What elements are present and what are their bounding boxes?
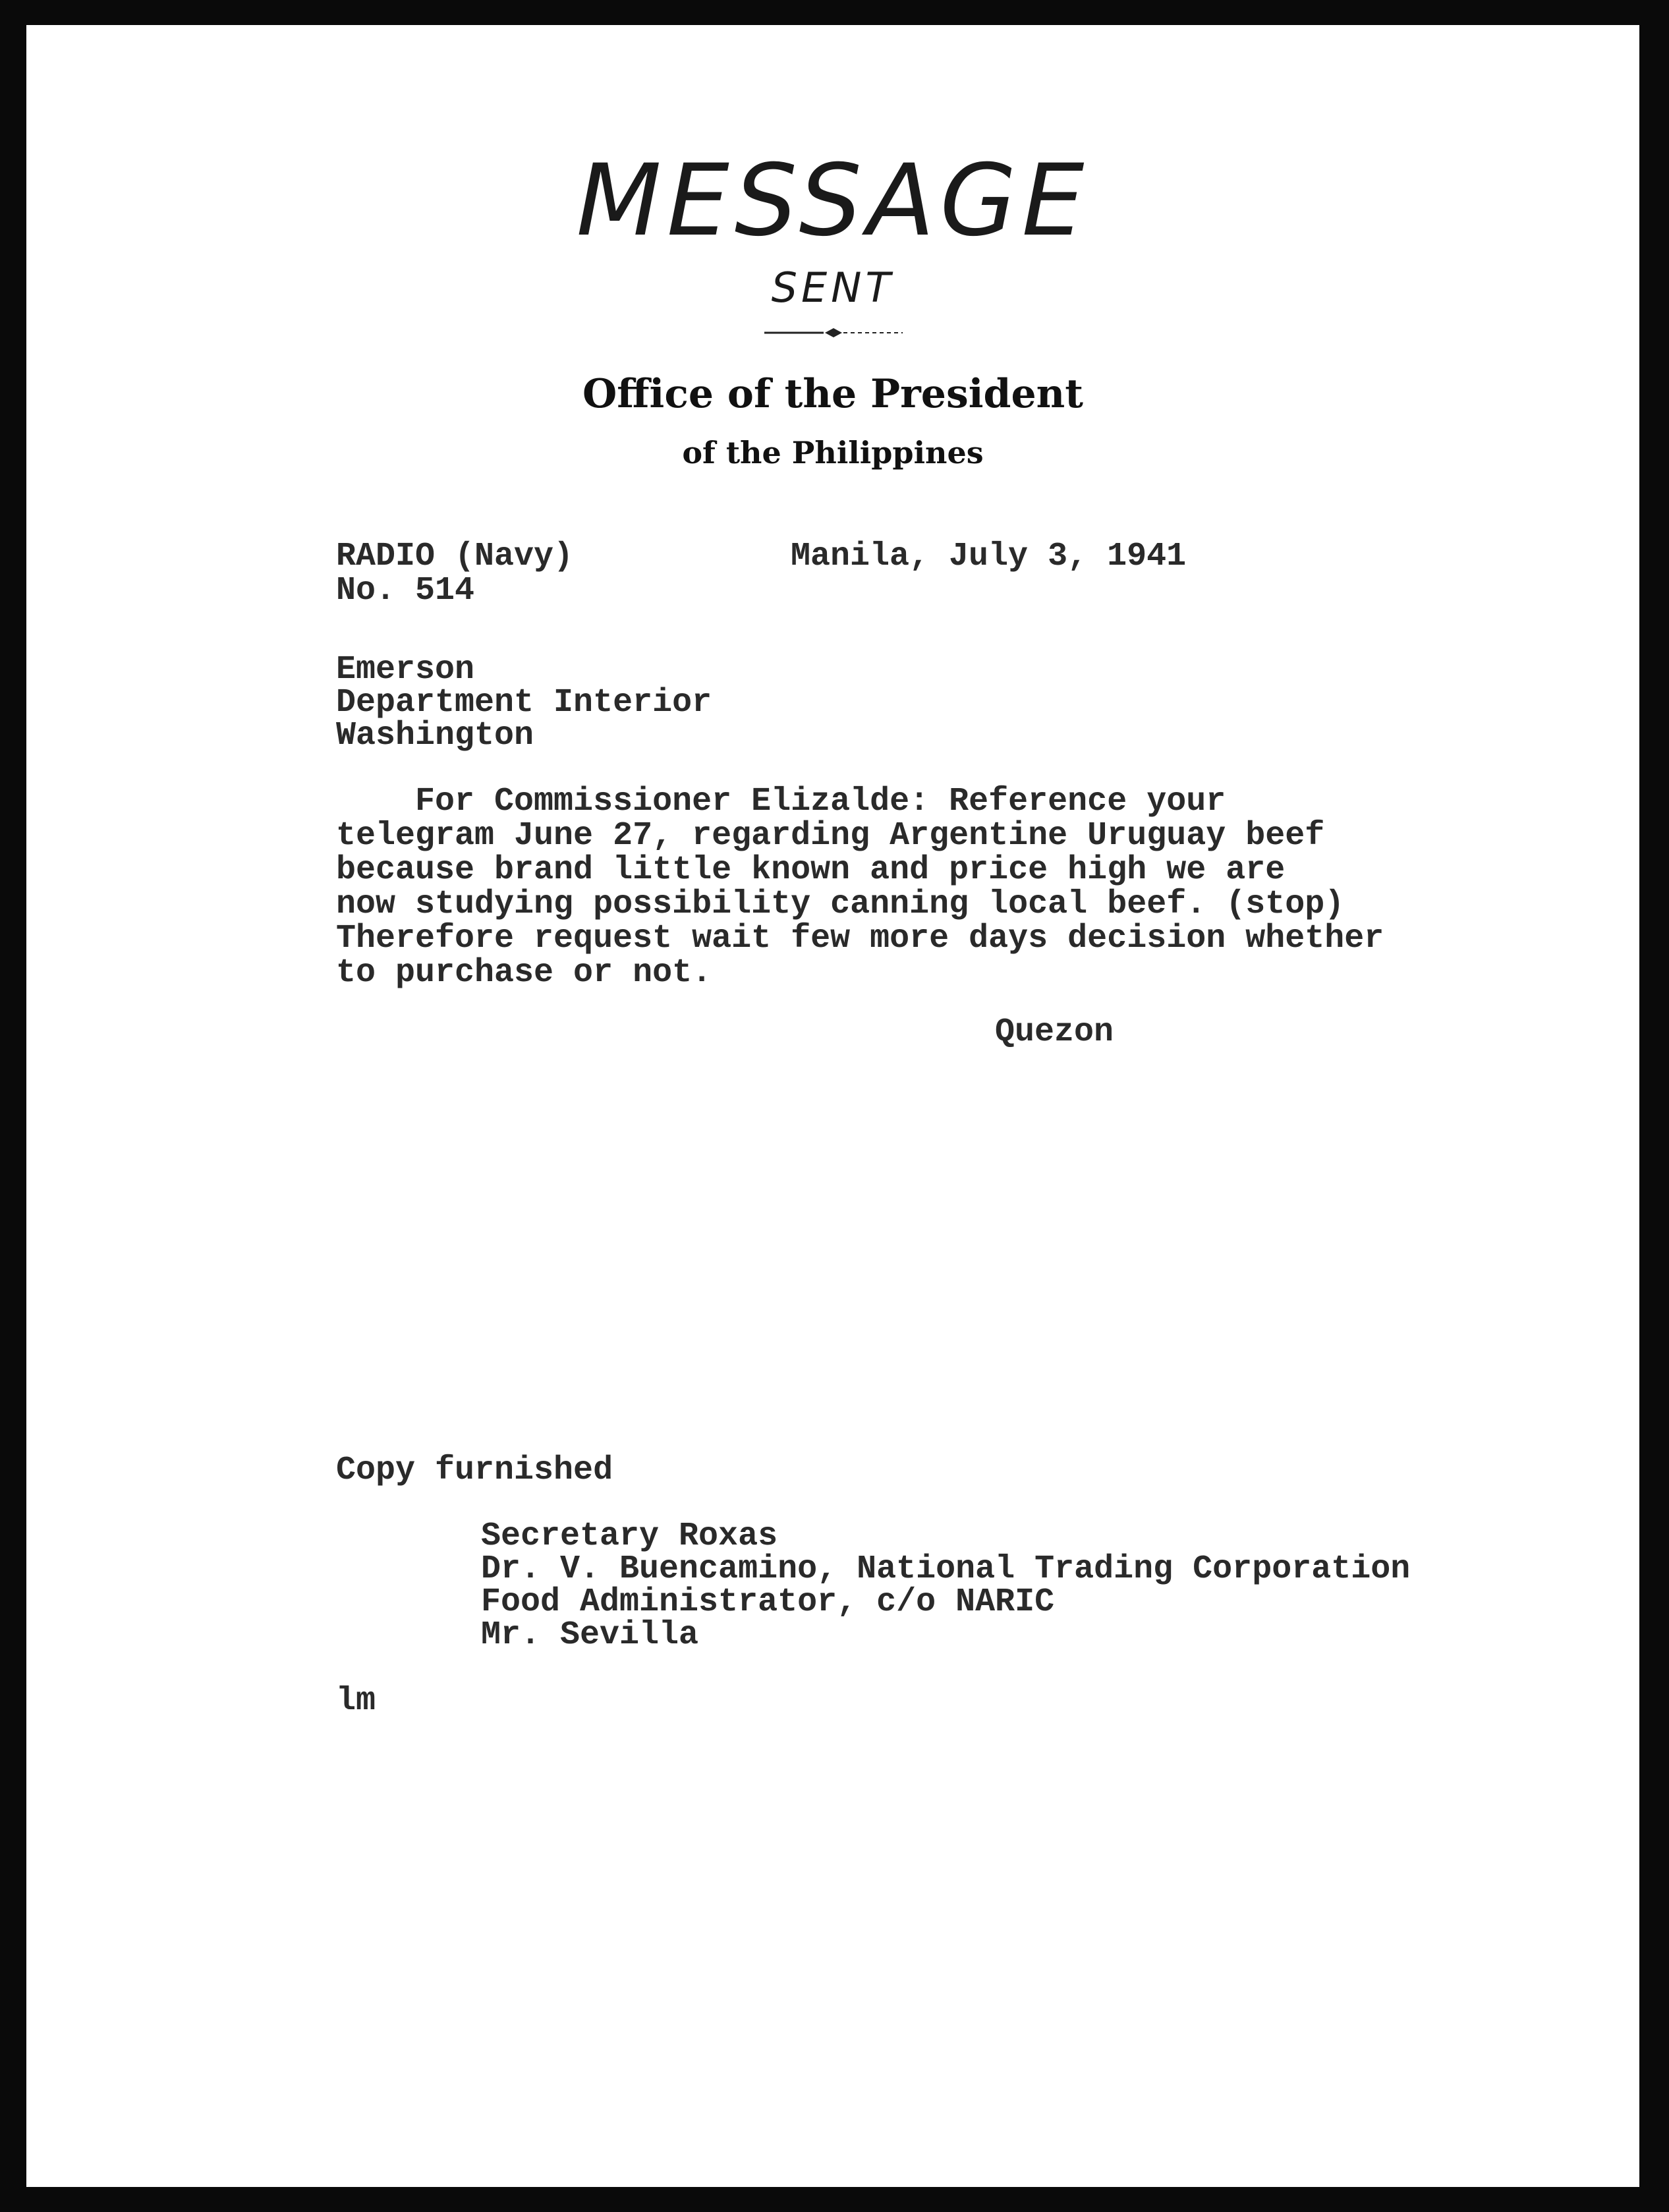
body-line: Therefore request wait few more days decision whether — [336, 920, 1384, 957]
place-date: Manila, July 3, 1941 — [791, 538, 1187, 575]
signature-name: Quezon — [995, 1013, 1114, 1051]
body-line: because brand little known and price high we are — [336, 851, 1286, 889]
letterhead-office: Office of the President — [582, 371, 1083, 417]
body-line: telegram June 27, regarding Argentine Uruguay beef — [336, 817, 1325, 855]
letterhead-title: MESSAGE — [576, 144, 1090, 258]
copy-recipient: Mr. Sevilla — [481, 1616, 699, 1654]
document-page — [26, 25, 1639, 2187]
letterhead-subtitle: SENT — [771, 264, 895, 312]
body-line: For Commissioner Elizalde: Reference your — [336, 783, 1226, 820]
copy-furnished-heading: Copy furnished — [336, 1452, 613, 1489]
addressee-name: Emerson — [336, 651, 475, 689]
copy-recipient: Secretary Roxas — [481, 1517, 778, 1555]
copy-recipient: Food Administrator, c/o NARIC — [481, 1583, 1055, 1621]
ornament-divider — [764, 326, 903, 340]
typist-initials: lm — [336, 1682, 376, 1720]
copy-recipient: Dr. V. Buencamino, National Trading Corporation — [481, 1550, 1411, 1588]
body-line: now studying possibility canning local beef. (stop) — [336, 886, 1345, 923]
letterhead-country: of the Philippines — [682, 435, 984, 470]
radio-label: RADIO (Navy) — [336, 538, 574, 575]
message-number: No. 514 — [336, 572, 475, 610]
addressee-city: Washington — [336, 717, 534, 754]
addressee-department: Department Interior — [336, 684, 712, 722]
body-line: to purchase or not. — [336, 954, 712, 992]
